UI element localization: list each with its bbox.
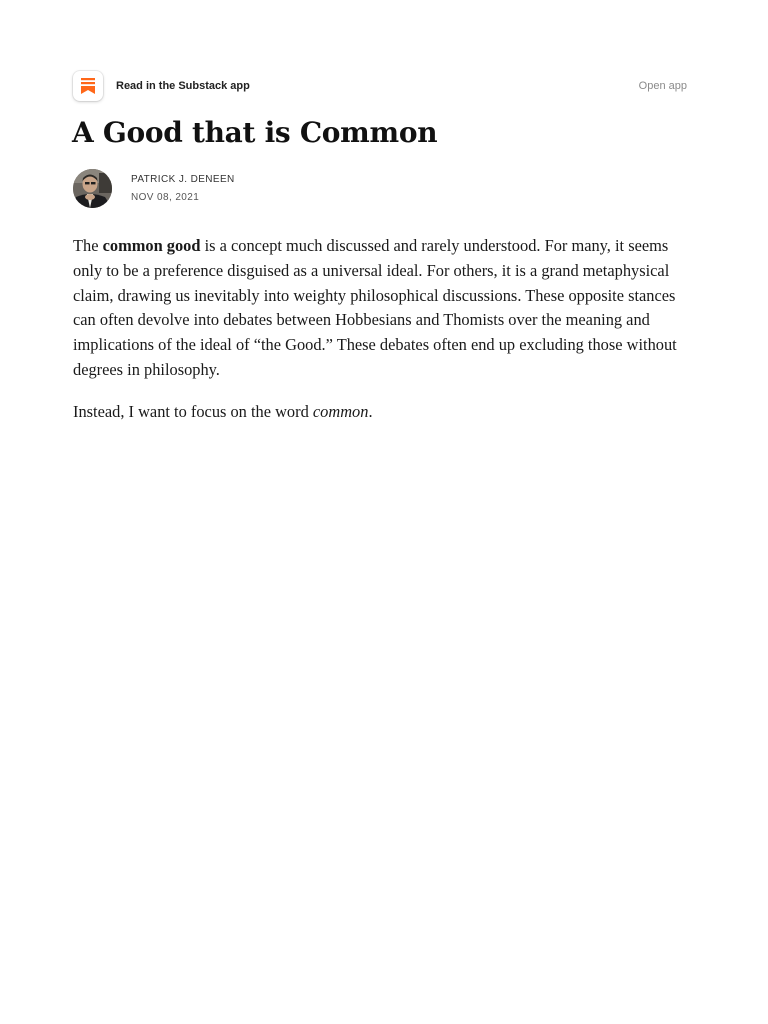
post-title: A Good that is Common: [72, 116, 438, 149]
paragraph-text: .: [368, 401, 373, 421]
italic-word: common: [312, 401, 369, 421]
paragraph-text: is a concept much discussed and rarely understood. For many, it seems only to be a preference disguised as a universal ideal. For others, it is a grand metaphysical claim, drawing us inevitably into weighty philosophical discussions. These opposite stances can often devolve into debates between Hobbesians and Thomists over the meaning and implications of the ideal of “the Good.” These debates often end up excluding those without degrees in philosophy.: [73, 236, 677, 379]
app-banner: [73, 71, 687, 101]
open-app-button[interactable]: Open app: [638, 80, 687, 92]
bold-phrase: common good: [102, 236, 201, 255]
byline: [73, 169, 235, 208]
paragraph: [73, 234, 693, 383]
paragraph-text: Instead, I want to focus on the word: [73, 401, 313, 421]
post-date: NOV 08, 2021: [131, 191, 200, 203]
substack-logo-icon[interactable]: [73, 71, 103, 101]
read-in-app-link[interactable]: Read in the Substack app: [116, 80, 250, 92]
author-avatar[interactable]: [73, 169, 112, 208]
post-meta: [131, 173, 235, 205]
paragraph-text: The: [73, 236, 103, 255]
author-name[interactable]: PATRICK J. DENEEN: [131, 173, 235, 185]
post-body: [73, 234, 693, 442]
paragraph: [73, 400, 693, 425]
